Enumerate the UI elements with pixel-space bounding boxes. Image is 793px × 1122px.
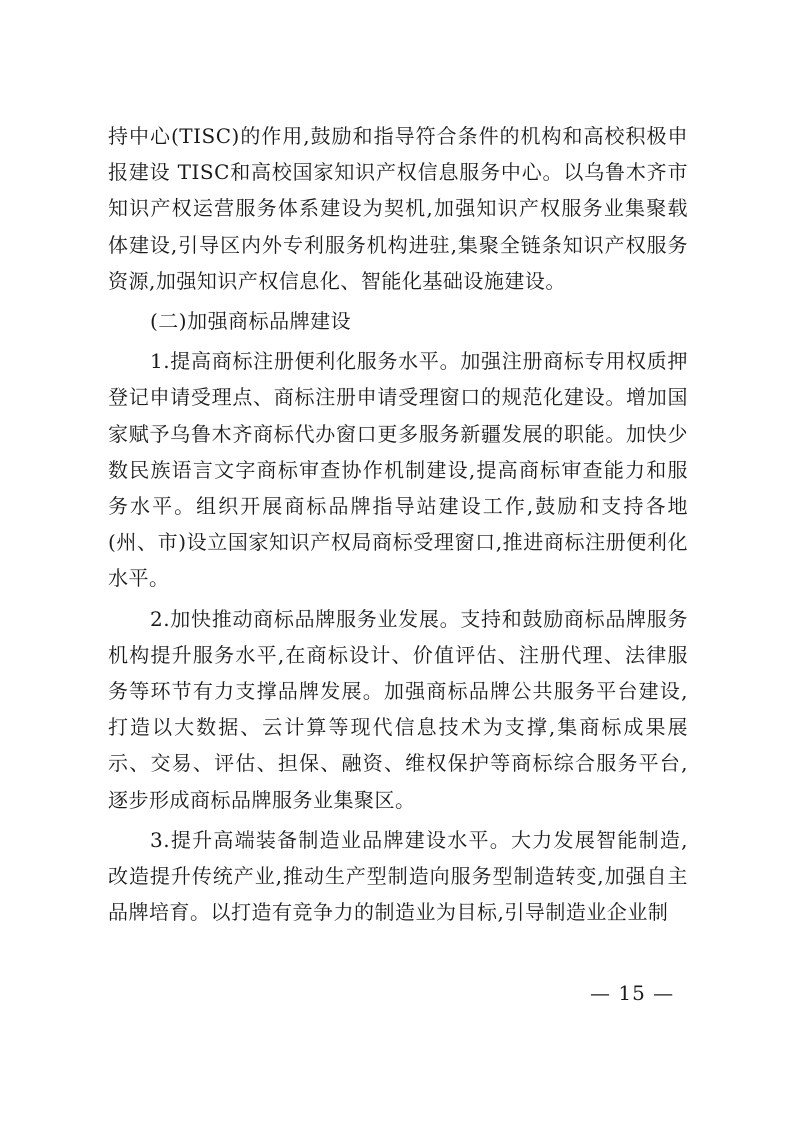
section-heading-trademark-brand: (二)加强商标品牌建设 xyxy=(150,309,352,334)
paragraph-item-1: 1.提高商标注册便利化服务水平。加强注册商标专用权质押登记申请受理点、商标注册申请受理窗口的规范化建设。增加国家赋予乌鲁木齐商标代办窗口更多服务新疆发展的职能。加快少数民族语言文字商标审查协作机制建设,提高商标审查能力和服务水平。组织开展商标品牌指导站建设工作,鼓励和支持各地(州、市)设立国家知识产权局商标受理窗口,推进商标注册便利化水平。 xyxy=(108,349,688,591)
paragraph-tisc-continuation: 持中心(TISC)的作用,鼓励和指导符合条件的机构和高校积极申报建设 TISC和高校国家知识产权信息服务中心。以乌鲁木齐市知识产权运营服务体系建设为契机,加强知识产权服务业集聚载体建设,引导区内外专利服务机构进驻,集聚全链条知识产权服务资源,加强知识产权信息化、智能化基础设施建设。 xyxy=(108,124,688,293)
paragraph-item-3: 3.提升高端装备制造业品牌建设水平。大力发展智能制造,改造提升传统产业,推动生产型制造向服务型制造转变,加强自主品牌培育。以打造有竞争力的制造业为目标,引导制造业企业制 xyxy=(108,827,688,925)
page-body xyxy=(108,118,688,930)
page-number: — 15 — xyxy=(590,981,675,1005)
paragraph-item-2: 2.加快推动商标品牌服务业发展。支持和鼓励商标品牌服务机构提升服务水平,在商标设计、价值评估、注册代理、法律服务等环节有力支撑品牌发展。加强商标品牌公共服务平台建设,打造以大数据、云计算等现代信息技术为支撑,集商标成果展示、交易、评估、担保、融资、维权保护等商标综合服务平台,逐步形成商标品牌服务业集聚区。 xyxy=(108,606,688,812)
